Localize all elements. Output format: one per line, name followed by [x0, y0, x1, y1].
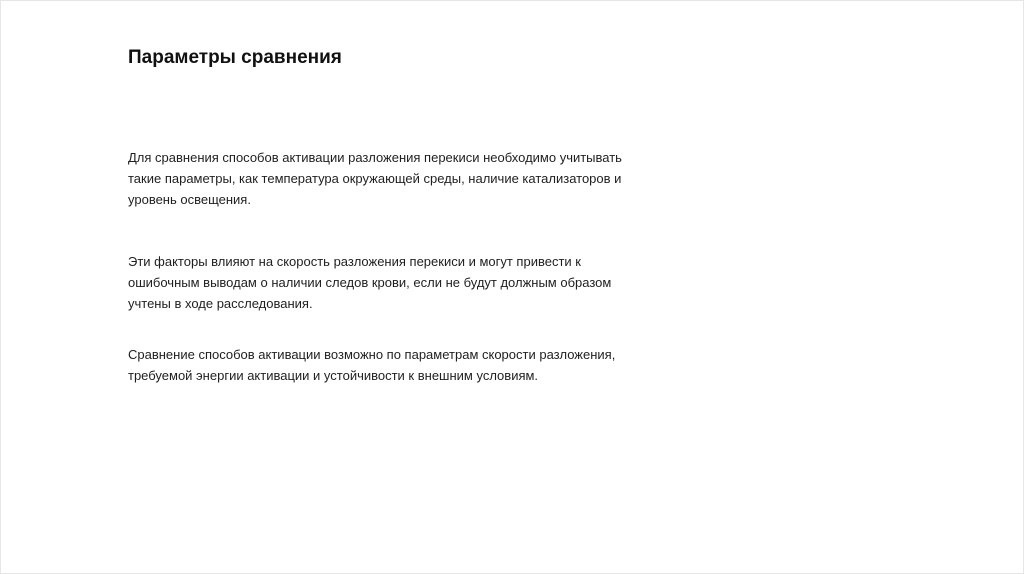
slide-title: Параметры сравнения	[128, 47, 342, 68]
paragraph-comparison	[128, 344, 668, 386]
text-line: учтены в ходе расследования.	[128, 296, 313, 311]
text-line: ошибочным выводам о наличии следов крови, если не будут должным образом	[128, 275, 612, 290]
text-line: Эти факторы влияют на скорость разложения перекиси и могут привести к	[128, 254, 581, 269]
text-line: Сравнение способов активации возможно по параметрам скорости разложения,	[128, 347, 616, 362]
text-line: уровень освещения.	[128, 192, 251, 207]
text-line: такие параметры, как температура окружающей среды, наличие катализаторов и	[128, 171, 622, 186]
paragraph-factors	[128, 251, 668, 314]
paragraph-parameters	[128, 147, 668, 210]
text-line: требуемой энергии активации и устойчивости к внешним условиям.	[128, 368, 539, 383]
text-line: Для сравнения способов активации разложения перекиси необходимо учитывать	[128, 150, 622, 165]
